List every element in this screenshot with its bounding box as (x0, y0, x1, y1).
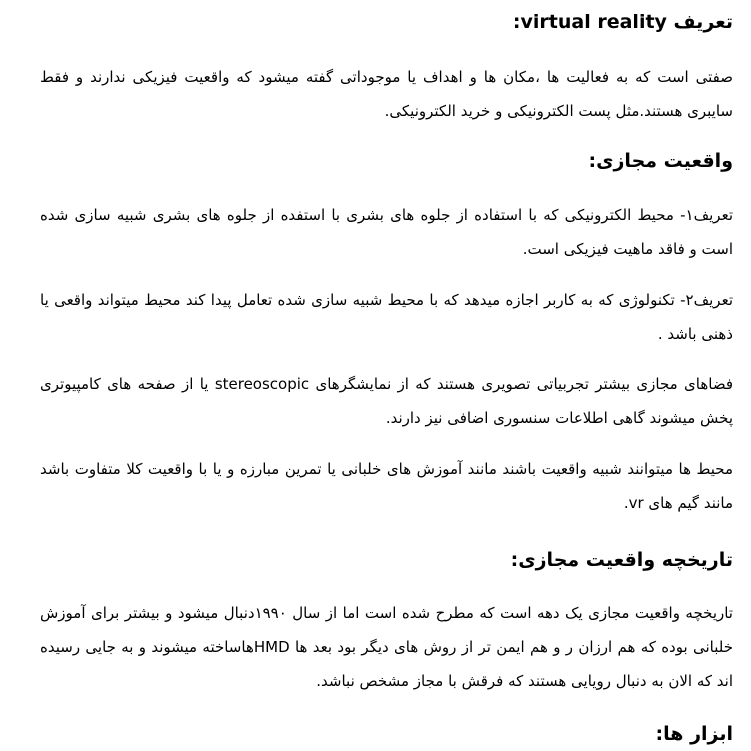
paragraph-vr-history: تاریخچه واقعیت مجازی یک دهه است که مطرح شده است اما از سال ۱۹۹۰دنبال میشود و بیشتر برای آموزش خلبانی بوده که هم ارزان ر و هم ایمن تر از روش های دیگر بود بعد ها HMDهاساخته میشوند و به جایی رسیده اند که الان به دنبال رویایی هستند که فرقش با مجاز مشخص نباشد. (40, 604, 733, 690)
heading-virtual-reality: واقعیت مجازی: (588, 150, 733, 172)
paragraph-environments: محیط ها میتوانند شبیه واقعیت باشند مانند آموزش های خلبانی یا تمرین مبارزه و یا با واقعیت کلا متفاوت باشد مانند گیم های vr. (40, 460, 733, 512)
heading-virtual-reality-definition: تعریف virtual reality: (512, 11, 733, 33)
paragraph-stereoscopic: فضاهای مجازی بیشتر تجربیاتی تصویری هستند که از نمایشگرهای stereoscopic یا از صفحه های کامپیوتری پخش میشوند گاهی اطلاعات سنسوری اضافی نیز دارند. (40, 375, 734, 427)
paragraph-vr-definition: صفتی است که به فعالیت ها ،مکان ها و اهداف یا موجوداتی گفته میشود که واقعیت فیزیکی ندارند و فقط سایبری هستند.مثل پست الکترونیکی و خرید الکترونیکی. (40, 68, 733, 120)
paragraph-definition-1: تعریف۱- محیط الکترونیکی که با استفاده از جلوه های بشری با استفده از جلوه های بشری شبیه سازی شده است و فاقد ماهیت فیزیکی است. (40, 206, 733, 258)
heading-tools: ابزار ها: (655, 723, 733, 745)
paragraph-definition-2: تعریف۲- تکنولوژی که به کاربر اجازه میدهد که با محیط شبیه سازی شده تعامل پیدا کند محیط میتواند واقعی یا ذهنی باشد . (40, 291, 733, 343)
heading-vr-history: تاریخچه واقعیت مجازی: (510, 549, 733, 571)
